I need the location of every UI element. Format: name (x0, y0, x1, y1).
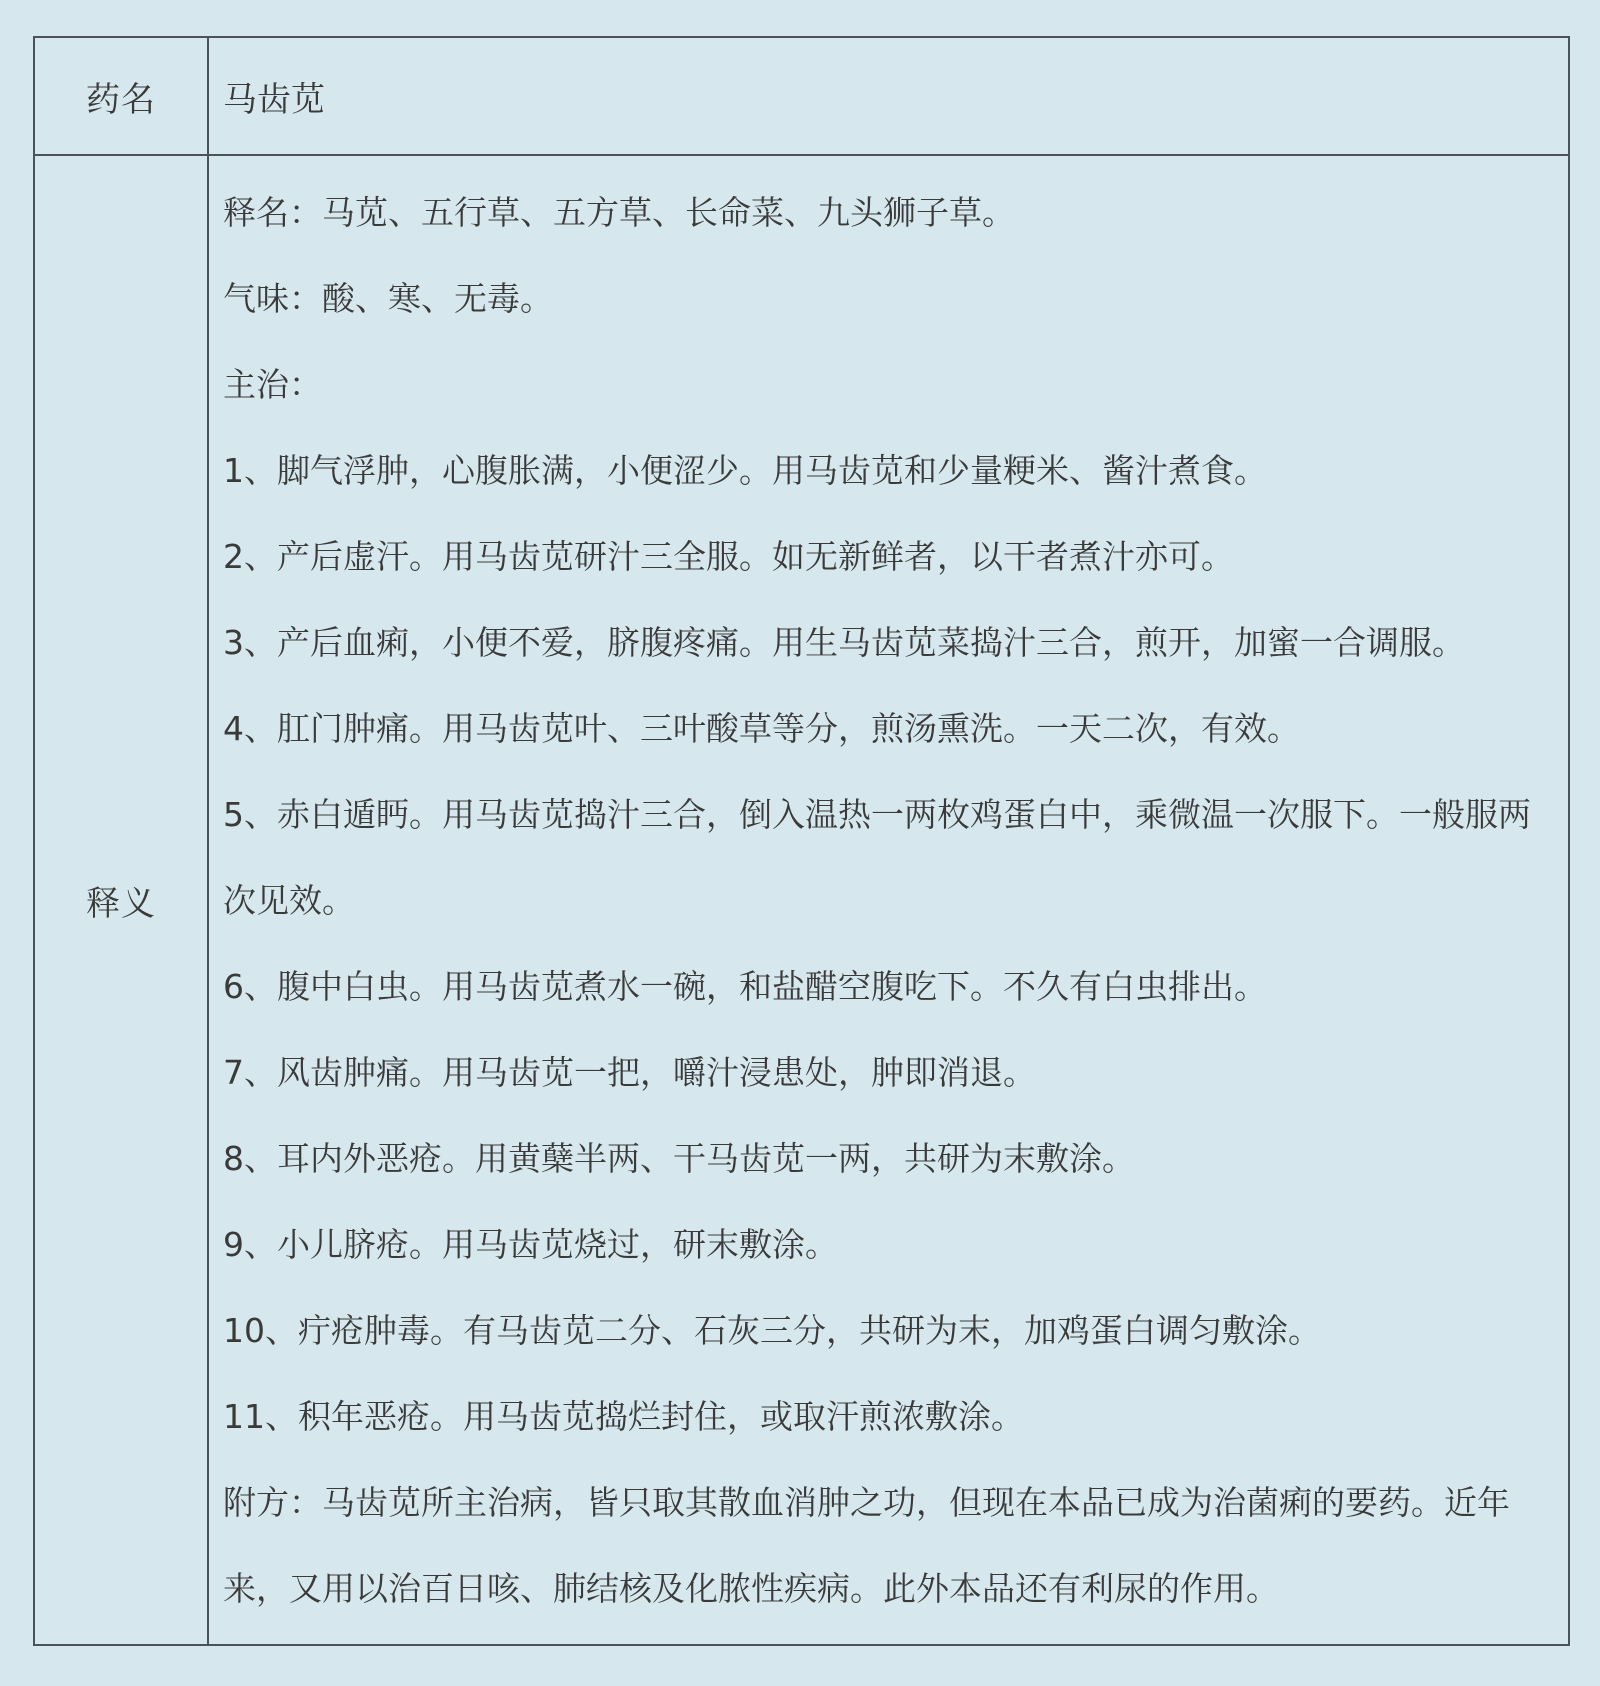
indication-item-9: 9、小儿脐疮。用马齿苋烧过，研末敷涂。 (223, 1225, 838, 1264)
indication-item-2: 2、产后虚汗。用马齿苋研汁三全服。如无新鲜者，以干者煮汁亦可。 (223, 537, 1234, 576)
appendix-paragraph: 附方：马齿苋所主治病，皆只取其散血消肿之功，但现在本品已成为治菌痢的要药。近年来，又用以治百日咳、肺结核及化脓性疾病。此外本品还有利尿的作用。 (223, 1483, 1510, 1608)
indication-item-3: 3、产后血痢，小便不爱，脐腹疼痛。用生马齿苋菜捣汁三合，煎开，加蜜一合调服。 (223, 623, 1465, 662)
indication-item-10: 10、疔疮肿毒。有马齿苋二分、石灰三分，共研为末，加鸡蛋白调匀敷涂。 (223, 1311, 1321, 1350)
herb-meaning-label: 释义 (34, 155, 208, 1645)
herb-name-value: 马齿苋 (208, 37, 1569, 155)
indications-heading: 主治： (223, 365, 322, 404)
indication-item-4: 4、肛门肿痛。用马齿苋叶、三叶酸草等分，煎汤熏洗。一天二次，有效。 (223, 709, 1300, 748)
indication-item-7: 7、风齿肿痛。用马齿苋一把，嚼汁浸患处，肿即消退。 (223, 1053, 1036, 1092)
herb-meaning-content (208, 155, 1569, 1645)
flavor-line: 气味：酸、寒、无毒。 (223, 279, 553, 318)
indication-item-5: 5、赤白遁眄。用马齿苋捣汁三合，倒入温热一两枚鸡蛋白中，乘微温一次服下。一般服两次见效。 (223, 795, 1531, 920)
herb-name-row (34, 37, 1569, 155)
indication-item-8: 8、耳内外恶疮。用黄蘖半两、干马齿苋一两，共研为末敷涂。 (223, 1139, 1135, 1178)
indication-item-1: 1、脚气浮肿，心腹胀满，小便涩少。用马齿苋和少量粳米、酱汁煮食。 (223, 451, 1267, 490)
herb-info-table (33, 36, 1570, 1646)
herb-name-label: 药名 (34, 37, 208, 155)
indication-item-6: 6、腹中白虫。用马齿苋煮水一碗，和盐醋空腹吃下。不久有白虫排出。 (223, 967, 1267, 1006)
herb-meaning-row (34, 155, 1569, 1645)
alias-line: 释名：马苋、五行草、五方草、长命菜、九头狮子草。 (223, 193, 1015, 232)
indication-item-11: 11、积年恶疮。用马齿苋捣烂封住，或取汗煎浓敷涂。 (223, 1397, 1024, 1436)
